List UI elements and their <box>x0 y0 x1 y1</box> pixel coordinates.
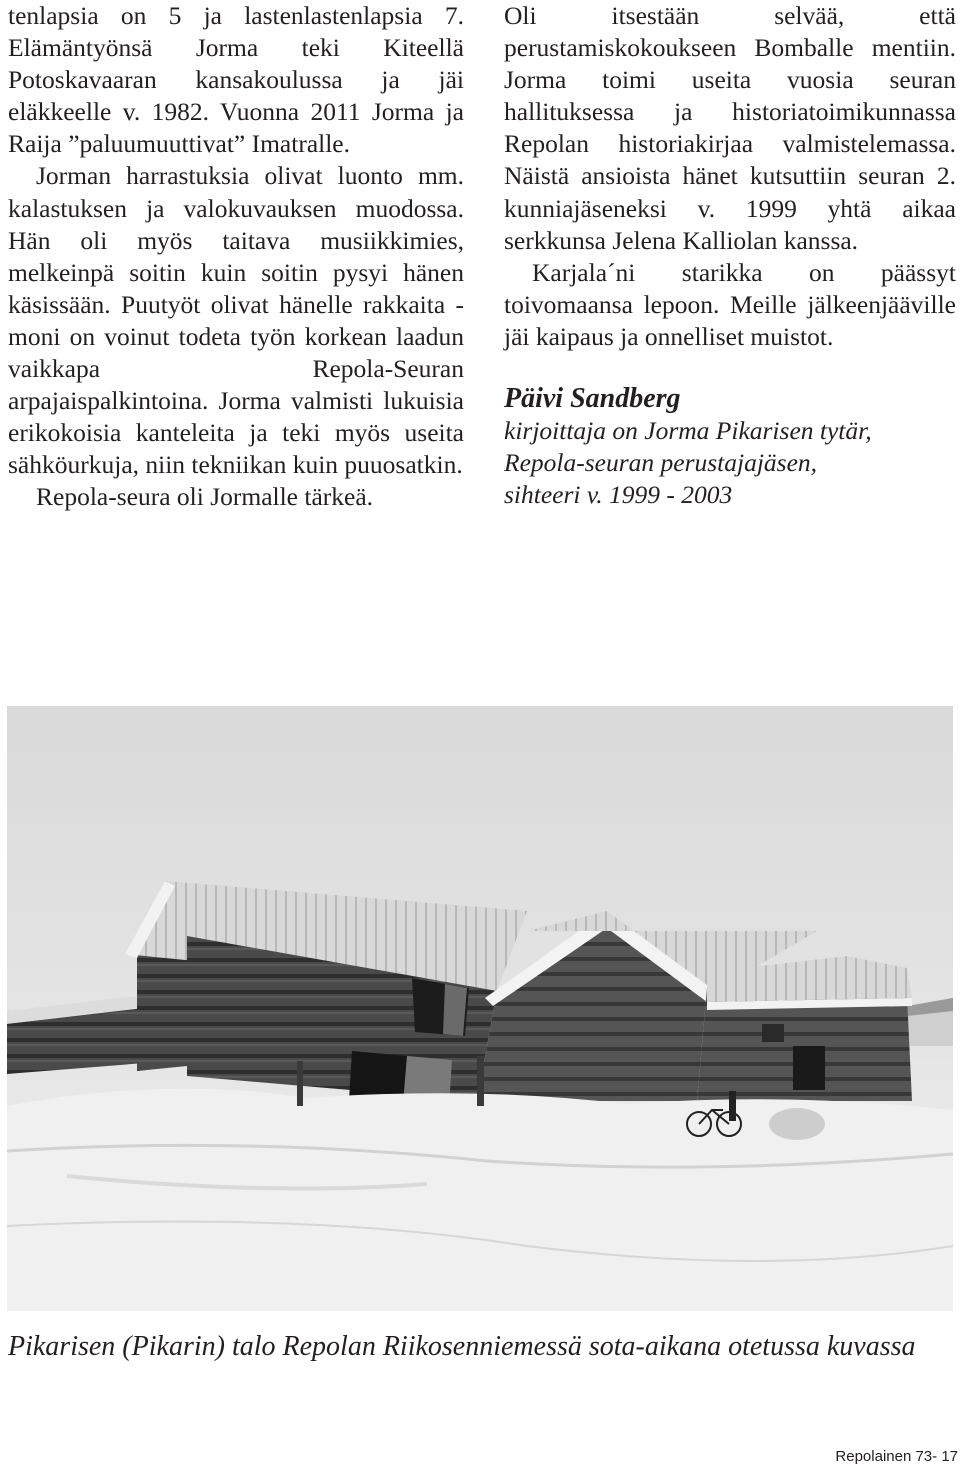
farmhouse-photo <box>7 706 953 1311</box>
article-paragraph: tenlapsia on 5 ja lastenlastenlapsia 7. Elämäntyönsä Jorma teki Kiteellä Potoskavaaran kansakoulussa ja jäi eläkkeelle v. 1982. Vuonna 2011 Jorma ja Raija ”paluumuuttivat” Imatralle. <box>8 1 464 159</box>
farmhouse-photo-illustration <box>7 706 953 1311</box>
author-description: sihteeri v. 1999 - 2003 <box>504 480 733 510</box>
author-name: Päivi Sandberg <box>504 383 681 415</box>
article-right-column <box>504 0 956 511</box>
article-paragraph: Jorman harrastuksia olivat luonto mm. kalastuksen ja valokuvauksen muodossa. Hän oli myös taitava musiikkimies, melkeinpä soitin kuin soitin pysyi hänen käsissään. Puutyöt olivat hänelle rakkaita - moni on voinut todeta työn korkean laadun vaikkapa Repola-Seuran arpajaispalkintoina. Jorma valmisti lukuisia erikokoisia kanteleita ja teki myös useita sähköurkuja, niin tekniikan kuin puuosatkin. <box>8 161 464 480</box>
article-left-column <box>8 0 464 514</box>
article-paragraph: Repola-seura oli Jormalle tärkeä. <box>36 482 374 512</box>
article-paragraph: Karjala´ni starikka on päässyt toivomaansa lepoon. Meille jälkeenjääville jäi kaipaus ja onnelliset muistot. <box>504 257 956 351</box>
photo-caption: Pikarisen (Pikarin) talo Repolan Riikosenniemessä sota-aikana otetussa kuvassa <box>8 1331 916 1362</box>
author-description: kirjoittaja on Jorma Pikarisen tytär, <box>504 416 872 446</box>
author-description: Repola-seuran perustajajäsen, <box>504 448 818 478</box>
article-paragraph: Oli itsestään selvää, että perustamiskokoukseen Bomballe mentiin. Jorma toimi useita vuosia seuran hallituksessa ja historiatoimikunnassa Repolan historiakirjaa valmistelemassa. Näistä ansioista hänet kutsuttiin seuran 2. kunniajäseneksi v. 1999 yhtä aikaa serkkunsa Jelena Kalliolan kanssa. <box>504 1 956 255</box>
page-folio: Repolainen 73- 17 <box>835 1448 958 1465</box>
